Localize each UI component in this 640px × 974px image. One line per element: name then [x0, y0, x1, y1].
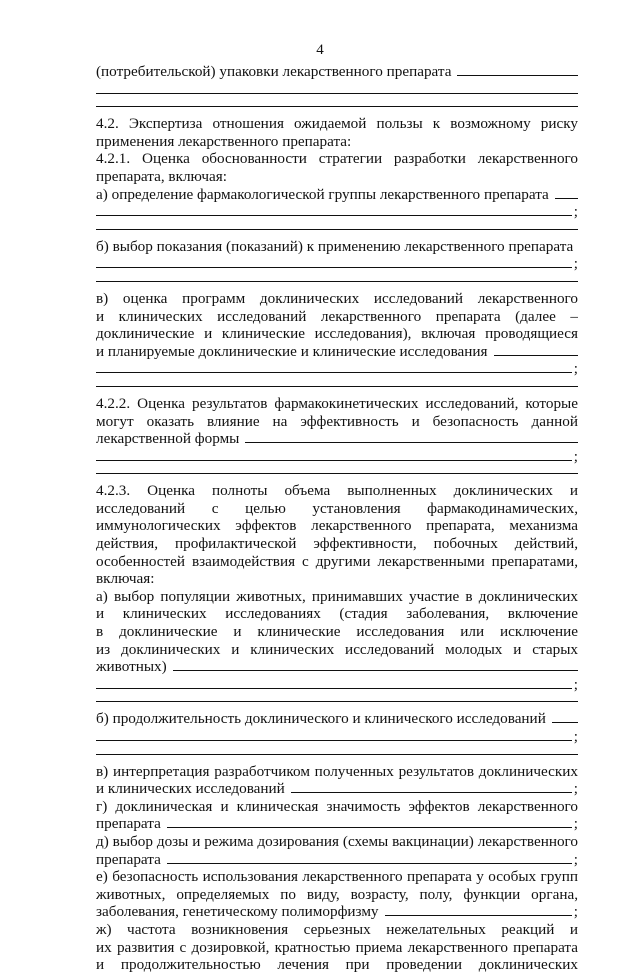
text-line: иммунологических эффектов лекарственного препарата, механизма [96, 517, 578, 535]
fill-blank-underline [385, 903, 572, 916]
section-divider [96, 386, 578, 387]
text-line: и клинических исследований лекарственного препарата (далее – [96, 307, 578, 325]
line-text: б) выбор показания (показаний) к применению лекарственного препарата [96, 237, 574, 255]
page-number: 4 [316, 42, 324, 58]
fill-blank-underline [96, 81, 578, 94]
line-text: и планируемые доклинические и клинические исследования [96, 342, 488, 360]
blank-fill-line [96, 448, 578, 466]
fill-in-line [96, 186, 578, 204]
document-body [96, 63, 578, 974]
text-line: в) оценка программ доклинических исследований лекарственного [96, 289, 578, 307]
fill-in-line [96, 238, 578, 256]
line-text: б) продолжительность доклинического и клинического исследований [96, 710, 546, 728]
text-line: 4.2.3. Оценка полноты объема выполненных доклинических и [96, 482, 578, 500]
fill-in-line [96, 63, 578, 81]
text-line: доклинические и клинические исследования), включая проводящиеся [96, 325, 578, 343]
text-line: животных, определяемых по виду, возрасту, полу, функции органа, [96, 885, 578, 903]
line-text: животных) [96, 658, 167, 676]
text-line [96, 570, 578, 588]
text-line: ж) частота возникновения серьезных нежелательных реакций и [96, 920, 578, 938]
section-divider [96, 229, 578, 230]
text-line: е) безопасность использования лекарственного препарата у особых групп [96, 868, 578, 886]
line-terminator: ; [573, 728, 578, 745]
fill-in-line [96, 851, 578, 869]
text-line: 4.2.2. Оценка результатов фармакокинетических исследований, которые [96, 394, 578, 412]
fill-blank-underline [96, 360, 572, 373]
line-terminator: ; [573, 447, 578, 465]
line-text: препарата [96, 850, 161, 868]
blank-fill-line [96, 81, 578, 99]
fill-blank-underline [96, 676, 572, 689]
text-line: действия, профилактической эффективности, побочных действий, [96, 535, 578, 553]
line-text: и клинических исследований [96, 780, 285, 798]
fill-in-line [96, 780, 578, 798]
fill-blank-underline [291, 780, 572, 793]
line-text: а) определение фармакологической группы лекарственного препарата [96, 185, 549, 203]
line-text: включая: [96, 570, 155, 588]
text-line: и клинических исследованиях (стадия заболевания, включение [96, 605, 578, 623]
text-line: особенностей взаимодействия с другими лекарственными препаратами, [96, 552, 578, 570]
text-line: в доклинические и клинические исследования или исключение [96, 623, 578, 641]
fill-blank-underline [167, 815, 572, 828]
fill-blank-underline [245, 430, 578, 443]
section-divider [96, 754, 578, 755]
text-line: 4.2. Экспертиза отношения ожидаемой пользы к возможному риску [96, 115, 578, 133]
blank-fill-line [96, 255, 578, 273]
text-line: в) интерпретация разработчиком полученных результатов доклинических [96, 762, 578, 780]
line-text: применения лекарственного препарата: [96, 132, 352, 150]
fill-blank-underline [167, 851, 572, 864]
fill-in-line [96, 710, 578, 728]
section-divider [96, 701, 578, 702]
fill-in-line [96, 815, 578, 833]
line-terminator: ; [573, 675, 578, 693]
fill-blank-underline [494, 343, 578, 356]
blank-fill-line [96, 728, 578, 746]
text-line: д) выбор дозы и режима дозирования (схемы вакцинации) лекарственного [96, 832, 578, 850]
blank-fill-line [96, 676, 578, 694]
fill-blank-underline [96, 728, 572, 741]
fill-blank-underline [457, 63, 578, 76]
fill-blank-underline [173, 658, 578, 671]
section-divider [96, 106, 578, 107]
fill-blank-underline [96, 255, 572, 268]
line-terminator: ; [573, 255, 578, 273]
fill-in-line [96, 903, 578, 921]
fill-blank-underline [96, 448, 572, 461]
blank-fill-line [96, 203, 578, 221]
blank-fill-line [96, 360, 578, 378]
text-line: 4.2.1. Оценка обоснованности стратегии разработки лекарственного [96, 150, 578, 168]
line-terminator: ; [573, 815, 578, 833]
section-divider [96, 281, 578, 282]
line-text: (потребительской) упаковки лекарственного препарата [96, 63, 452, 80]
fill-blank-underline [96, 203, 572, 216]
text-line: г) доклиническая и клиническая значимость эффектов лекарственного [96, 797, 578, 815]
text-line: их развития с дозировкой, кратностью приема лекарственного препарата [96, 938, 578, 956]
line-terminator: ; [573, 360, 578, 378]
fill-blank-underline [552, 710, 578, 723]
line-terminator: ; [573, 780, 578, 798]
text-line: и продолжительностью лечения при проведении доклинических [96, 956, 578, 974]
fill-in-line [96, 658, 578, 676]
line-terminator: ; [573, 903, 578, 921]
fill-blank-underline [555, 186, 578, 199]
text-line: исследований с целью установления фармакодинамических, [96, 499, 578, 517]
text-line: могут оказать влияние на эффективность и безопасность данной [96, 412, 578, 430]
text-line [96, 133, 578, 151]
line-text: препарата [96, 815, 161, 833]
fill-in-line [96, 430, 578, 448]
text-line [96, 168, 578, 186]
text-line: из доклинических и клинических исследований молодых и старых [96, 640, 578, 658]
line-terminator: ; [573, 203, 578, 221]
line-text: препарата, включая: [96, 167, 227, 185]
fill-in-line [96, 343, 578, 361]
line-text: лекарственной формы [96, 430, 240, 448]
text-line: а) выбор популяции животных, принимавших участие в доклинических [96, 587, 578, 605]
line-terminator: ; [573, 850, 578, 868]
section-divider [96, 473, 578, 474]
line-text: заболевания, генетическому полиморфизму [96, 903, 379, 921]
